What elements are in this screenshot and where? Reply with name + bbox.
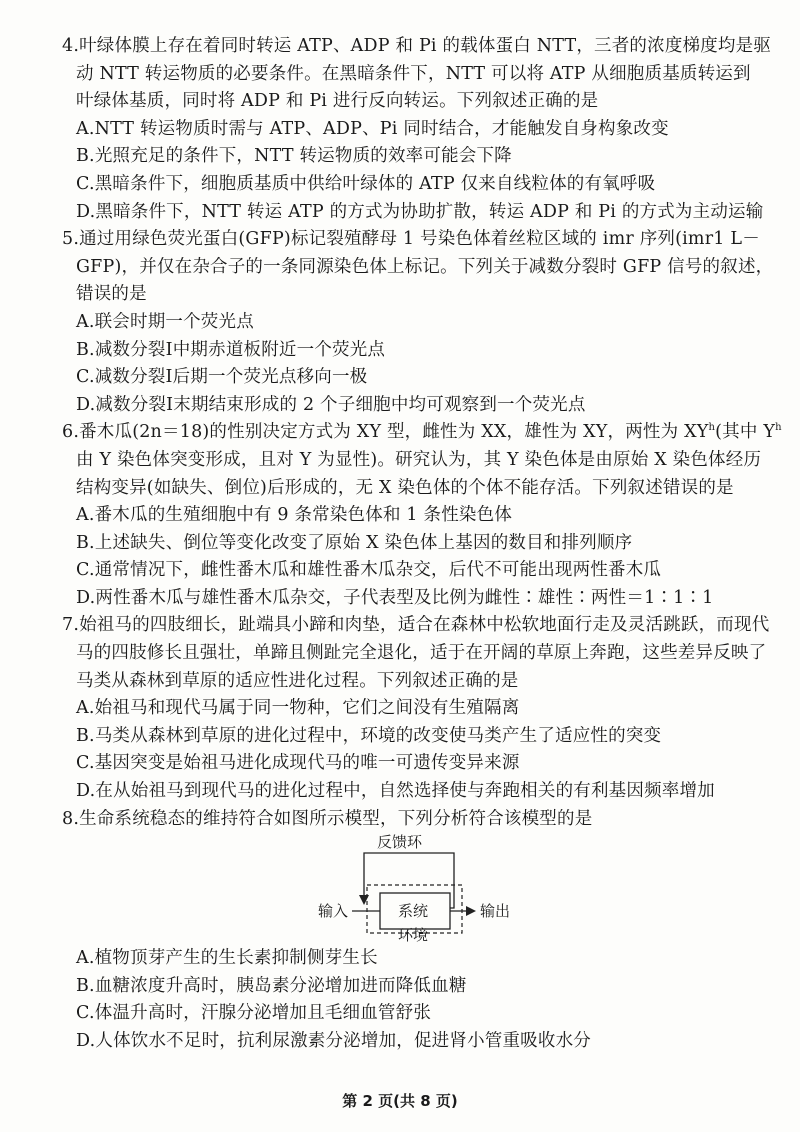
option-a: A.NTT 转运物质时需与 ATP、ADP、Pi 同时结合，才能触发自身构象改变 xyxy=(76,118,669,139)
question-5 xyxy=(62,226,774,419)
option-c: C.黑暗条件下，细胞质基质中供给叶绿体的 ATP 仅来自线粒体的有氧呼吸 xyxy=(76,173,656,194)
feedback-model-diagram xyxy=(62,833,762,945)
option-a: A.始祖马和现代马属于同一物种，它们之间没有生殖隔离 xyxy=(76,698,520,719)
question-6 xyxy=(62,419,782,612)
option-b: B.血糖浓度升高时，胰岛素分泌增加进而降低血糖 xyxy=(76,975,467,996)
question-stem-line: 5.通过用绿色荧光蛋白(GFP)标记裂殖酵母 1 号染色体着丝粒区域的 imr 序列(imr1 L－ xyxy=(62,229,760,250)
input-label: 输入 xyxy=(318,902,349,921)
question-stem-line: 由 Y 染色体突变形成，且对 Y 为显性)。研究认为，其 Y 染色体是由原始 X 染色体经历 xyxy=(76,449,762,470)
option-b: B.减数分裂Ⅰ中期赤道板附近一个荧光点 xyxy=(76,339,386,360)
page-footer: 第 2 页(共 8 页) xyxy=(342,1092,458,1110)
question-stem-line: 8.生命系统稳态的维持符合如图所示模型，下列分析符合该模型的是 xyxy=(62,808,593,829)
superscript: h xyxy=(775,422,782,434)
option-c: C.基因突变是始祖马进化成现代马的唯一可遗传变异来源 xyxy=(76,753,520,774)
output-arrow-head xyxy=(466,906,476,916)
option-a: A.番木瓜的生殖细胞中有 9 条常染色体和 1 条性染色体 xyxy=(76,505,513,526)
option-a: A.植物顶芽产生的生长素抑制侧芽生长 xyxy=(76,948,378,969)
question-stem-line: 马类从森林到草原的适应性进化过程。下列叙述正确的是 xyxy=(76,670,519,691)
output-label: 输出 xyxy=(480,902,511,921)
environment-label: 环境 xyxy=(398,926,429,945)
option-d: D.减数分裂Ⅰ末期结束形成的 2 个子细胞中均可观察到一个荧光点 xyxy=(76,394,586,415)
question-stem-line: 动 NTT 转运物质的必要条件。在黑暗条件下，NTT 可以将 ATP 从细胞质基质转运到 xyxy=(76,63,751,84)
feedback-loop-line xyxy=(364,853,454,908)
stem-text: (其中 Y xyxy=(715,422,776,443)
option-b: B.上述缺失、倒位等变化改变了原始 X 染色体上基因的数目和排列顺序 xyxy=(76,532,633,553)
question-stem-line xyxy=(62,419,782,447)
superscript: h xyxy=(708,422,716,434)
feedback-label: 反馈环 xyxy=(377,833,423,852)
stem-text: 6.番木瓜(2n＝18)的性别决定方式为 XY 型，雌性为 XX，雄性为 XY，两性为 XY xyxy=(62,422,709,443)
question-stem-line: GFP)，并仅在杂合子的一条同源染色体上标记。下列关于减数分裂时 GFP 信号的叙述， xyxy=(76,256,774,277)
question-stem-line: 4.叶绿体膜上存在着同时转运 ATP、ADP 和 Pi 的载体蛋白 NTT，三者的浓度梯度均是驱 xyxy=(62,36,772,56)
option-b: B.马类从森林到草原的进化过程中，环境的改变使马类产生了适应性的突变 xyxy=(76,725,662,746)
option-d: D.黑暗条件下，NTT 转运 ATP 的方式为协助扩散，转运 ADP 和 Pi 的方式为主动运输 xyxy=(76,201,764,222)
option-d: D.两性番木瓜与雄性番木瓜杂交，子代表型及比例为雌性∶雄性∶两性＝1∶1∶1 xyxy=(76,587,714,608)
system-label: 系统 xyxy=(398,902,429,921)
option-c: C.减数分裂Ⅰ后期一个荧光点移向一极 xyxy=(76,367,368,388)
question-stem-line: 结构变异(如缺失、倒位)后形成的，无 X 染色体的个体不能存活。下列叙述错误的是 xyxy=(76,477,734,498)
option-a: A.联会时期一个荧光点 xyxy=(76,311,254,332)
option-c: C.通常情况下，雌性番木瓜和雄性番木瓜杂交，后代不可能出现两性番木瓜 xyxy=(76,560,662,581)
option-d: D.人体饮水不足时，抗利尿激素分泌增加，促进肾小管重吸收水分 xyxy=(76,1031,591,1051)
page-content xyxy=(62,33,782,1056)
question-stem-line: 马的四肢修长且强壮，单蹄且侧趾完全退化，适于在开阔的草原上奔跑，这些差异反映了 xyxy=(76,643,767,664)
question-8 xyxy=(62,806,762,1056)
question-4 xyxy=(62,33,772,226)
question-7 xyxy=(62,612,770,805)
question-stem-line: 叶绿体基质，同时将 ADP 和 Pi 进行反向转运。下列叙述正确的是 xyxy=(76,91,599,112)
question-stem-line: 7.始祖马的四肢细长，趾端具小蹄和肉垫，适合在森林中松软地面行走及灵活跳跃，而现代 xyxy=(62,615,770,636)
option-d: D.在从始祖马到现代马的进化过程中，自然选择使与奔跑相关的有利基因频率增加 xyxy=(76,781,715,802)
option-b: B.光照充足的条件下，NTT 转运物质的效率可能会下降 xyxy=(76,146,512,167)
question-stem-line: 错误的是 xyxy=(76,284,147,305)
option-c: C.体温升高时，汗腺分泌增加且毛细血管舒张 xyxy=(76,1003,432,1024)
